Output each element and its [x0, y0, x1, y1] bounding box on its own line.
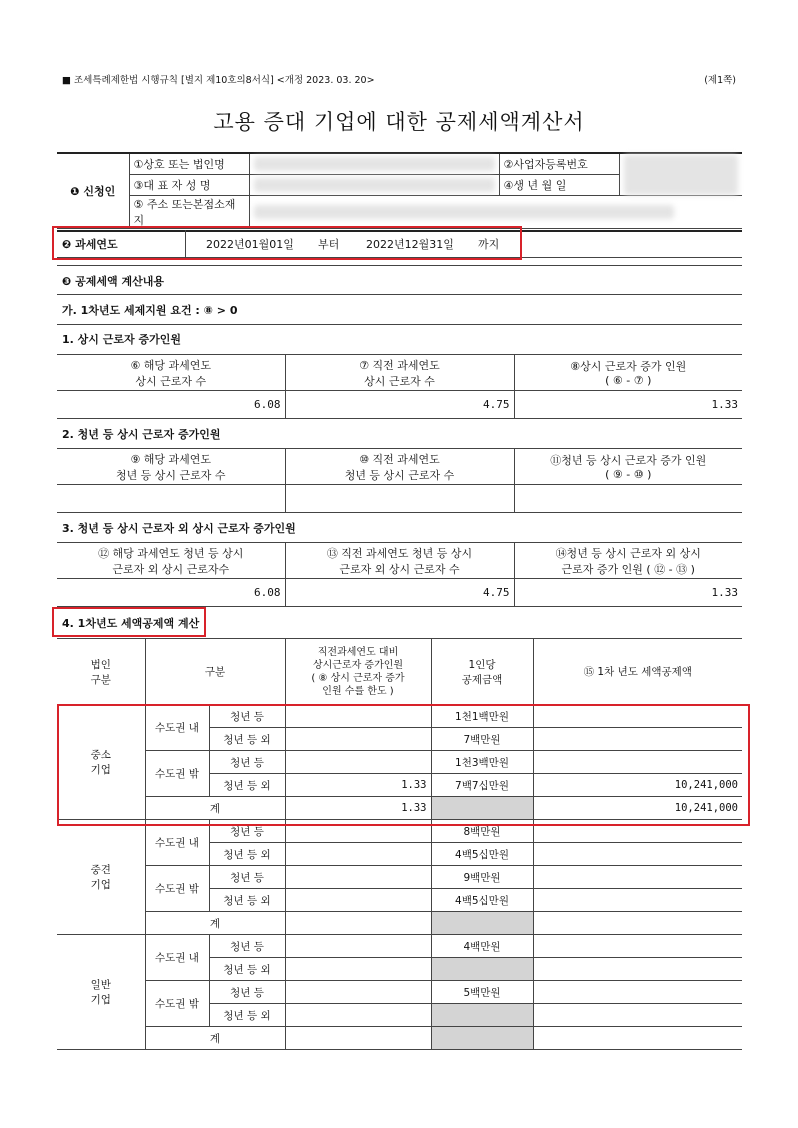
col-category: 구분	[145, 639, 285, 705]
increase-cell	[285, 866, 431, 889]
increase-cell	[285, 958, 431, 981]
credit-cell	[533, 728, 742, 751]
credit-cell	[533, 981, 742, 1004]
region-label: 수도권 내	[145, 935, 209, 981]
total-increase-cell: 1.33	[285, 797, 431, 820]
subsection-1-title: 1. 상시 근로자 증가인원	[62, 333, 181, 346]
worker-type-label: 청년 등 외	[209, 958, 285, 981]
total-increase-cell	[285, 1027, 431, 1050]
per-person-amount-cell	[431, 1004, 533, 1027]
requirement-text: 가. 1차년도 세제지원 요건 : ⑧ > 0	[62, 304, 238, 317]
col-first-year-credit: ⑮ 1차 년도 세액공제액	[533, 639, 742, 705]
col-current-workers: ⑥ 해당 과세연도 상시 근로자 수	[57, 355, 285, 391]
total-row	[57, 912, 742, 935]
col-nonyouth-increase: ⑭청년 등 상시 근로자 외 상시 근로자 증가 인원 ( ⑫ - ⑬ )	[514, 543, 742, 579]
value-youth-increase	[514, 485, 742, 513]
per-person-amount-cell: 4백5십만원	[431, 843, 533, 866]
value-current-nonyouth: 6.08	[57, 579, 285, 607]
per-person-amount-cell: 9백만원	[431, 866, 533, 889]
total-increase-cell	[285, 912, 431, 935]
per-person-amount-cell: 7백7십만원	[431, 774, 533, 797]
region-label: 수도권 내	[145, 820, 209, 866]
value-prior-workers: 4.75	[285, 391, 514, 419]
increase-cell	[285, 751, 431, 774]
value-prior-nonyouth: 4.75	[285, 579, 514, 607]
credit-cell	[533, 1004, 742, 1027]
total-amount-cell	[431, 797, 533, 820]
redacted-rep-name	[254, 178, 495, 192]
first-year-credit-table	[57, 638, 742, 1050]
subsection-3-title: 3. 청년 등 상시 근로자 외 상시 근로자 증가인원	[62, 522, 296, 535]
per-person-amount-cell: 8백만원	[431, 820, 533, 843]
per-person-amount-cell: 1천3백만원	[431, 751, 533, 774]
credit-cell	[533, 889, 742, 912]
corp-type-label: 중견 기업	[57, 820, 145, 935]
per-person-amount-cell: 7백만원	[431, 728, 533, 751]
document-title: 고용 증대 기업에 대한 공제세액계산서	[213, 110, 585, 134]
divider	[185, 230, 186, 257]
youth-worker-increase-table	[57, 448, 742, 513]
redacted-address	[254, 205, 674, 219]
increase-cell	[285, 843, 431, 866]
divider	[57, 294, 742, 295]
value-worker-increase: 1.33	[514, 391, 742, 419]
col-prior-nonyouth: ⑬ 직전 과세연도 청년 등 상시 근로자 외 상시 근로자 수	[285, 543, 514, 579]
value-nonyouth-increase: 1.33	[514, 579, 742, 607]
form-reference: ■ 조세특례제한법 시행규칙 [별지 제10호의8서식] <개정 2023. 03. 20>	[62, 75, 375, 86]
total-row	[57, 1027, 742, 1050]
subsection-2-title: 2. 청년 등 상시 근로자 증가인원	[62, 428, 221, 441]
col-worker-increase: ⑧상시 근로자 증가 인원 ( ⑥ - ⑦ )	[514, 355, 742, 391]
page-number: (제1쪽)	[704, 75, 736, 86]
col-current-nonyouth: ⑫ 해당 과세연도 청년 등 상시 근로자 외 상시 근로자수	[57, 543, 285, 579]
divider	[57, 257, 742, 258]
credit-cell	[533, 935, 742, 958]
address-value	[249, 196, 742, 229]
biz-no-value	[619, 153, 742, 196]
credit-cell	[533, 866, 742, 889]
col-prior-youth: ⑩ 직전 과세연도 청년 등 상시 근로자 수	[285, 449, 514, 485]
biz-no-label: ②사업자등록번호	[499, 153, 619, 175]
col-per-person-amount: 1인당 공제금액	[431, 639, 533, 705]
total-row	[57, 797, 742, 820]
total-label: 계	[145, 912, 285, 935]
value-current-youth	[57, 485, 285, 513]
region-label: 수도권 밖	[145, 751, 209, 797]
tax-year-from-suffix: 부터	[318, 238, 340, 251]
increase-cell	[285, 705, 431, 728]
value-current-workers: 6.08	[57, 391, 285, 419]
total-credit-cell	[533, 912, 742, 935]
worker-type-label: 청년 등 외	[209, 728, 285, 751]
company-name-label: ①상호 또는 법인명	[129, 153, 249, 175]
worker-type-label: 청년 등	[209, 705, 285, 728]
section-title-credit-calc: ❸ 공제세액 계산내용	[62, 275, 164, 288]
subsection-4-title: 4. 1차년도 세액공제액 계산	[62, 617, 200, 630]
table-row	[57, 820, 742, 843]
total-credit-cell: 10,241,000	[533, 797, 742, 820]
worker-type-label: 청년 등	[209, 935, 285, 958]
total-amount-cell	[431, 1027, 533, 1050]
table-row	[57, 866, 742, 889]
value-prior-youth	[285, 485, 514, 513]
total-label: 계	[145, 797, 285, 820]
redacted-biz-no	[624, 155, 739, 195]
increase-cell	[285, 728, 431, 751]
region-label: 수도권 내	[145, 705, 209, 751]
region-label: 수도권 밖	[145, 981, 209, 1027]
corp-type-label: 일반 기업	[57, 935, 145, 1050]
applicant-table	[57, 152, 742, 229]
credit-cell	[533, 843, 742, 866]
per-person-amount-cell: 5백만원	[431, 981, 533, 1004]
worker-type-label: 청년 등 외	[209, 1004, 285, 1027]
col-corp-type: 법인 구분	[57, 639, 145, 705]
non-youth-worker-increase-table	[57, 542, 742, 607]
increase-cell	[285, 820, 431, 843]
address-label: ⑤ 주소 또는본점소재지	[129, 196, 249, 229]
credit-cell: 10,241,000	[533, 774, 742, 797]
worker-type-label: 청년 등	[209, 820, 285, 843]
increase-cell	[285, 935, 431, 958]
worker-type-label: 청년 등	[209, 866, 285, 889]
regular-worker-increase-table	[57, 354, 742, 419]
total-amount-cell	[431, 912, 533, 935]
divider	[57, 230, 742, 232]
company-name-value	[249, 153, 499, 175]
rep-name-value	[249, 175, 499, 196]
per-person-amount-cell: 4백5십만원	[431, 889, 533, 912]
per-person-amount-cell	[431, 958, 533, 981]
region-label: 수도권 밖	[145, 866, 209, 912]
table-row	[57, 935, 742, 958]
worker-type-label: 청년 등	[209, 981, 285, 1004]
worker-type-label: 청년 등 외	[209, 843, 285, 866]
increase-cell	[285, 889, 431, 912]
redacted-company-name	[254, 157, 495, 171]
credit-cell	[533, 958, 742, 981]
worker-type-label: 청년 등 외	[209, 889, 285, 912]
credit-cell	[533, 820, 742, 843]
rep-name-label: ③대 표 자 성 명	[129, 175, 249, 196]
increase-cell	[285, 981, 431, 1004]
tax-year-from: 2022년01월01일	[206, 238, 294, 251]
per-person-amount-cell: 1천1백만원	[431, 705, 533, 728]
worker-type-label: 청년 등	[209, 751, 285, 774]
tax-year-to-suffix: 까지	[478, 238, 500, 251]
birth-label: ④생 년 월 일	[499, 175, 619, 196]
table-row	[57, 981, 742, 1004]
tax-year-to: 2022년12월31일	[366, 238, 454, 251]
total-credit-cell	[533, 1027, 742, 1050]
applicant-section-label: ❶ 신청인	[57, 153, 129, 229]
tax-year-label: ❷ 과세연도	[62, 238, 118, 251]
per-person-amount-cell: 4백만원	[431, 935, 533, 958]
worker-type-label: 청년 등 외	[209, 774, 285, 797]
increase-cell: 1.33	[285, 774, 431, 797]
increase-cell	[285, 1004, 431, 1027]
table-row	[57, 705, 742, 728]
total-label: 계	[145, 1027, 285, 1050]
corp-type-label: 중소 기업	[57, 705, 145, 820]
col-prior-workers: ⑦ 직전 과세연도 상시 근로자 수	[285, 355, 514, 391]
credit-cell	[533, 751, 742, 774]
col-increase: 직전과세연도 대비 상시근로자 증가인원 ( ⑧ 상시 근로자 증가 인원 수를 한도 )	[285, 639, 431, 705]
divider	[57, 324, 742, 325]
table-row	[57, 751, 742, 774]
credit-cell	[533, 705, 742, 728]
col-youth-increase: ⑪청년 등 상시 근로자 증가 인원 ( ⑨ - ⑩ )	[514, 449, 742, 485]
col-current-youth: ⑨ 해당 과세연도 청년 등 상시 근로자 수	[57, 449, 285, 485]
divider	[57, 265, 742, 266]
